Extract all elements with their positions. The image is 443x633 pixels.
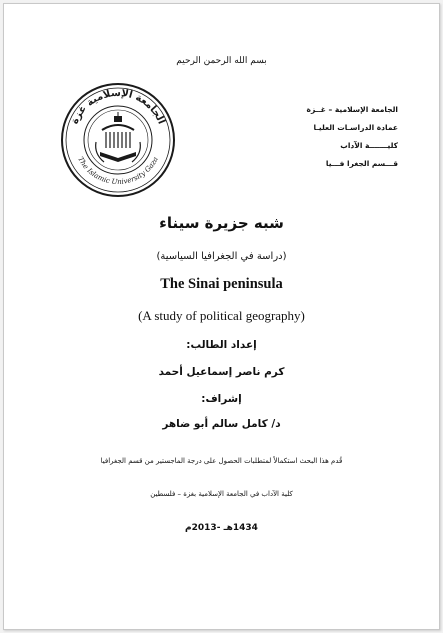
- deanship-name: عمادة الدراسـات العليـا: [313, 123, 398, 132]
- basmala: بسم الله الرحمن الرحيم: [176, 56, 267, 66]
- english-subtitle: (A study of political geography): [138, 308, 305, 323]
- supervisor-name: د/ كامل سالم أبو ضاهر: [162, 418, 281, 430]
- submission-date: 1434هـ -2013م: [185, 523, 258, 533]
- svg-text:The Islamic University Gaza: The Islamic University Gaza: [76, 155, 160, 187]
- student-name: كرم ناصر إسماعيل أحمد: [158, 366, 285, 378]
- faculty-location-note: كلية الآداب في الجامعة الإسلامية بغزة – فلسطين: [150, 490, 293, 498]
- department-name: قـــسم الجغرا فـــيا: [325, 159, 398, 168]
- submission-note: قُدم هذا البحث استكمالاً لمتطلبات الحصول على درجة الماجستير من قسم الجغرافيا: [100, 457, 343, 465]
- english-title: The Sinai peninsula: [160, 276, 283, 292]
- supervisor-label: إشراف:: [201, 393, 242, 405]
- institution-block: [238, 101, 398, 173]
- student-label: إعداد الطالب:: [186, 339, 257, 351]
- university-seal-logo: [60, 82, 176, 198]
- arabic-title: شبه جزيرة سيناء: [159, 214, 284, 232]
- arabic-subtitle: (دراسة في الجغرافيا السياسية): [156, 251, 287, 262]
- document-page: [3, 3, 440, 630]
- faculty-name: كليـــــــة الآداب: [340, 141, 398, 150]
- university-name: الجامعة الإسلامية – غــزة: [306, 105, 398, 114]
- svg-text:الجامعة الإسلامية غزة: الجامعة الإسلامية غزة: [69, 87, 167, 126]
